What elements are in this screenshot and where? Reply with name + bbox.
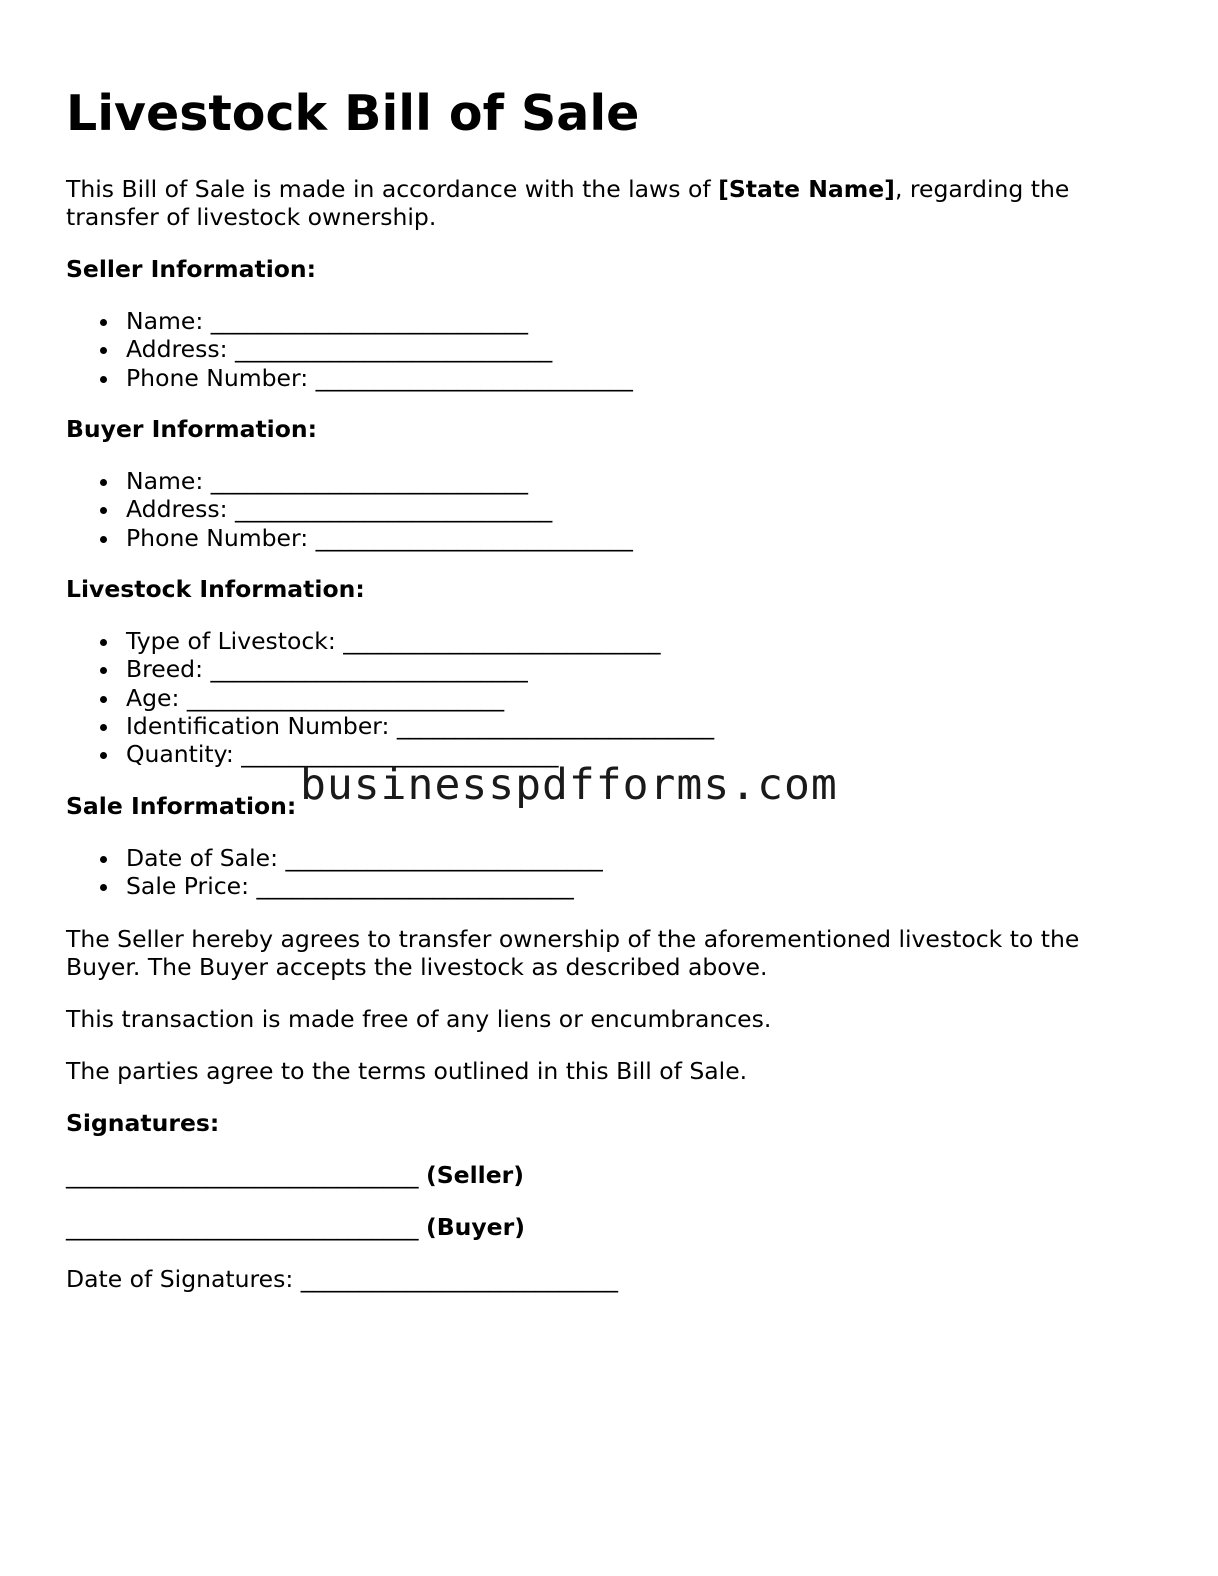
- intro-text-after: , regarding the transfer of livestock ownership.: [66, 175, 1070, 231]
- document-title: Livestock Bill of Sale: [66, 85, 640, 142]
- state-name-placeholder: [State Name]: [718, 175, 895, 203]
- seller-signature-blank[interactable]: ______________________________: [66, 1161, 419, 1189]
- intro-text-before: This Bill of Sale is made in accordance with the laws of: [66, 175, 719, 203]
- seller-name-field[interactable]: Name: ___________________________: [66, 307, 633, 335]
- livestock-fields: [66, 627, 714, 768]
- buyer-signature-line[interactable]: [66, 1213, 525, 1241]
- livestock-type-field[interactable]: Type of Livestock: ___________________________: [66, 627, 714, 655]
- watermark: businesspdfforms.com: [300, 760, 838, 810]
- seller-heading: Seller Information:: [66, 255, 317, 283]
- seller-signature-label: (Seller): [425, 1161, 524, 1189]
- seller-fields: [66, 307, 633, 392]
- buyer-signature-blank[interactable]: ______________________________: [66, 1213, 419, 1241]
- seller-phone-field[interactable]: Phone Number: ___________________________: [66, 364, 633, 392]
- livestock-quantity-field[interactable]: Quantity: ___________________________: [66, 740, 714, 768]
- livestock-id-field[interactable]: Identification Number: ___________________________: [66, 712, 714, 740]
- buyer-fields: [66, 467, 633, 552]
- seller-address-field[interactable]: Address: ___________________________: [66, 335, 633, 363]
- sale-heading: Sale Information:: [66, 792, 297, 820]
- signatures-heading: Signatures:: [66, 1109, 220, 1137]
- sale-date-field[interactable]: Date of Sale: ___________________________: [66, 844, 603, 872]
- intro-paragraph: [66, 175, 1126, 231]
- livestock-age-field[interactable]: Age: ___________________________: [66, 684, 714, 712]
- liens-paragraph: This transaction is made free of any liens or encumbrances.: [66, 1005, 772, 1033]
- buyer-address-field[interactable]: Address: ___________________________: [66, 495, 633, 523]
- buyer-heading: Buyer Information:: [66, 415, 318, 443]
- livestock-breed-field[interactable]: Breed: ___________________________: [66, 655, 714, 683]
- transfer-paragraph: The Seller hereby agrees to transfer ownership of the aforementioned livestock to the Buyer. The Buyer accepts the livestock as described above.: [66, 925, 1080, 981]
- seller-signature-line[interactable]: [66, 1161, 524, 1189]
- livestock-heading: Livestock Information:: [66, 575, 365, 603]
- signature-date-field[interactable]: Date of Signatures: ___________________________: [66, 1265, 619, 1293]
- buyer-signature-label: (Buyer): [425, 1213, 525, 1241]
- sale-price-field[interactable]: Sale Price: ___________________________: [66, 872, 603, 900]
- sale-fields: [66, 844, 603, 901]
- terms-paragraph: The parties agree to the terms outlined in this Bill of Sale.: [66, 1057, 748, 1085]
- buyer-name-field[interactable]: Name: ___________________________: [66, 467, 633, 495]
- buyer-phone-field[interactable]: Phone Number: ___________________________: [66, 524, 633, 552]
